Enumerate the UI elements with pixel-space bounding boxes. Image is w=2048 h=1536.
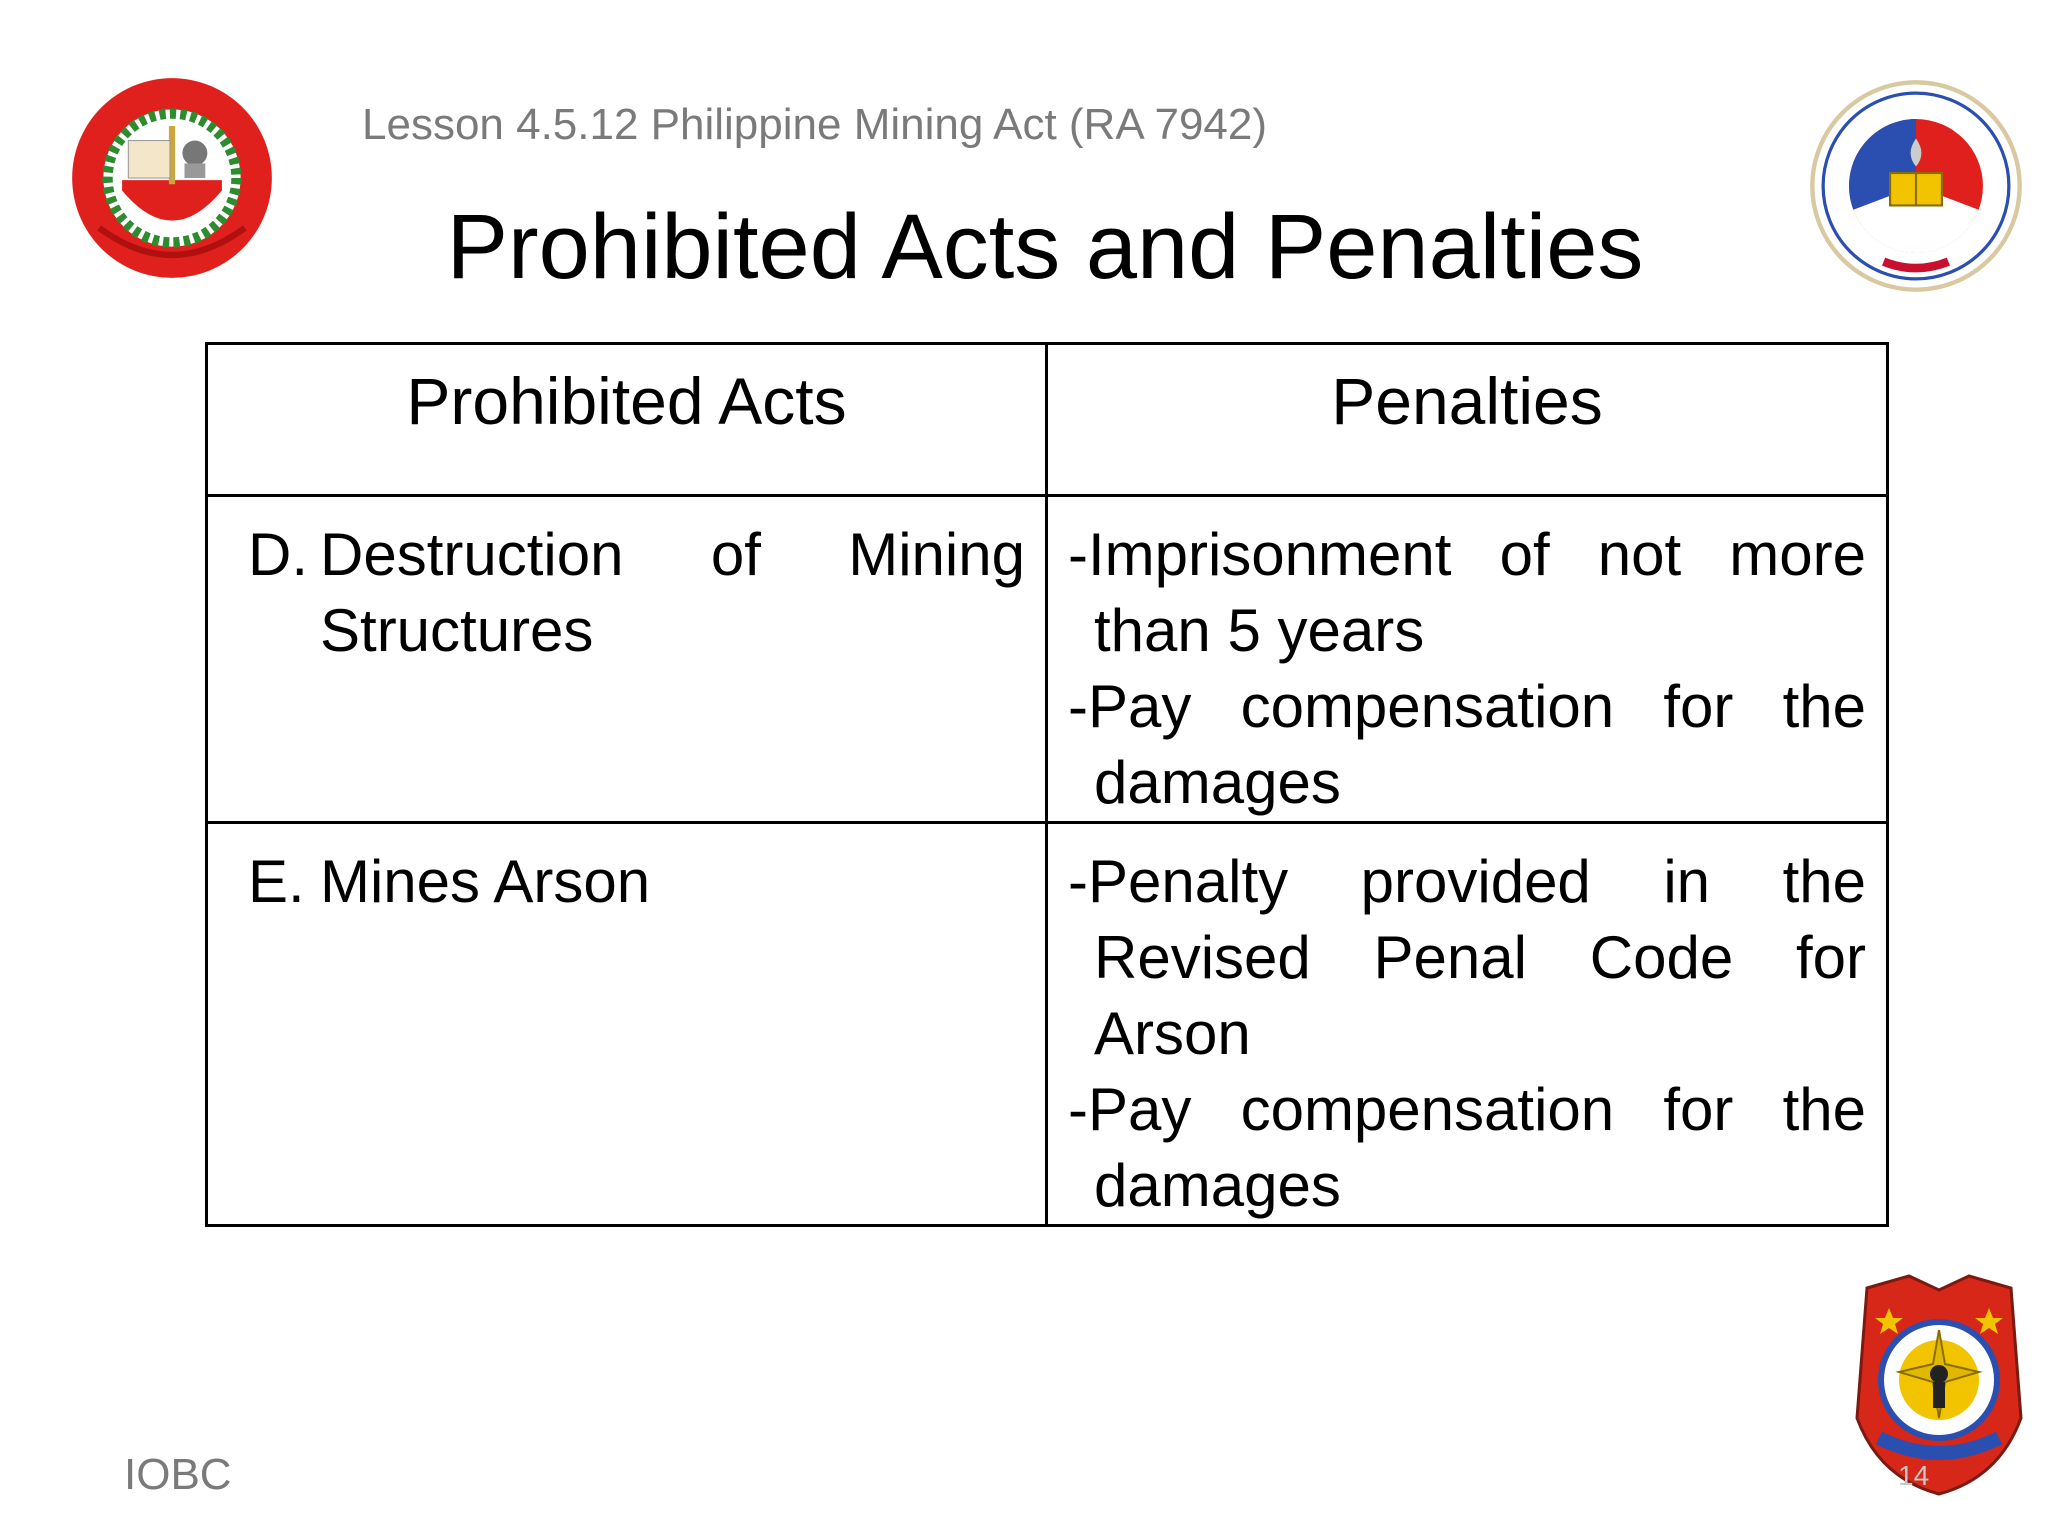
prohibited-acts-table	[205, 342, 1889, 1227]
penalty-item: -Penalty provided in the Revised Penal Code for Arson	[1068, 848, 1866, 1067]
penalty-cell	[1047, 496, 1888, 823]
act-letter: E.	[248, 848, 305, 915]
penalty-item: -Pay compensation for the damages	[1068, 673, 1866, 816]
detective-school-seal-icon	[1808, 78, 2024, 294]
column-header-penalties: Penalties	[1047, 344, 1888, 496]
penalty-item: -Imprisonment of not more than 5 years	[1068, 521, 1866, 664]
page-number: 14	[1898, 1460, 1930, 1491]
table-header-row	[207, 344, 1888, 496]
act-item	[248, 517, 1025, 669]
act-item	[248, 844, 1025, 920]
act-text: Mines Arson	[320, 848, 651, 915]
act-cell	[207, 496, 1047, 823]
penalty-item: -Pay compensation for the damages	[1068, 1076, 1866, 1219]
act-cell	[207, 823, 1047, 1226]
act-text: Destruction of Mining Structures	[320, 521, 1025, 664]
slide-title: Prohibited Acts and Penalties	[446, 196, 1644, 298]
pnp-badge-icon	[1848, 1268, 2030, 1498]
table-row	[207, 823, 1888, 1226]
table-row	[207, 496, 1888, 823]
column-header-prohibited-acts: Prohibited Acts	[207, 344, 1047, 496]
footer-label: IOBC	[124, 1450, 232, 1499]
penalty-cell	[1047, 823, 1888, 1226]
act-letter: D.	[248, 521, 308, 588]
lesson-subtitle: Lesson 4.5.12 Philippine Mining Act (RA 7942)	[362, 100, 1268, 149]
